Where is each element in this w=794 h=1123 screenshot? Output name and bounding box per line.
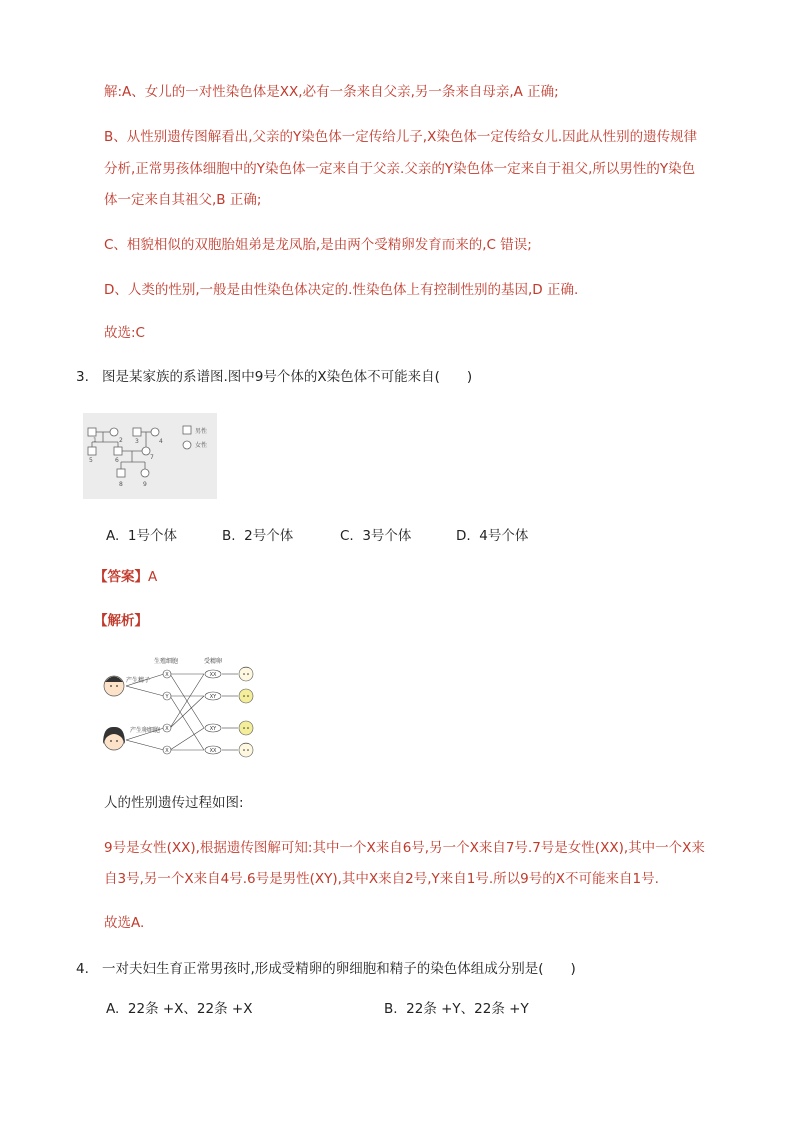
child-boy-icon (239, 689, 253, 703)
explain-c: C、相貌相似的双胞胎姐弟是龙凤胎,是由两个受精卵发育而来的,C 错误; (104, 237, 532, 253)
explain-choice: 故选:C (104, 325, 145, 341)
q3-stem: 图是某家族的系谱图.图中9号个体的X染色体不可能来自( ) (102, 369, 473, 385)
q4-number: 4. (76, 961, 89, 977)
q3-analysis-label (94, 611, 148, 631)
zygote-2: XY (209, 694, 217, 700)
option-key: A. (106, 528, 120, 544)
mother-icon (103, 727, 125, 750)
q3-explain-line1: 9号是女性(XX),根据遗传图解可知:其中一个X来自6号,另一个X来自7号.7号是女性(XX),其中一个X来 (104, 840, 705, 856)
child-girl-icon (239, 667, 253, 681)
answer-label: 【答案】 (94, 569, 148, 585)
option-text: 3号个体 (362, 528, 412, 544)
pedigree-label-4: 4 (159, 438, 163, 445)
pedigree-label-3: 3 (135, 438, 139, 445)
mother-label-line: 产生卵细胞 (130, 727, 161, 734)
option-key: A. (106, 1001, 120, 1017)
child-boy-icon (239, 721, 253, 735)
explain-d: D、人类的性别,一般是由性染色体决定的.性染色体上有控制性别的基因,D 正确. (104, 282, 579, 298)
father-label: 产生精子 (126, 677, 151, 684)
q3-option-a[interactable] (106, 526, 177, 546)
option-text: 22条 +Y、22条 +Y (406, 1001, 529, 1017)
explain-b-line2: 分析,正常男孩体细胞中的Y染色体一定来自于父亲.父亲的Y染色体一定来自于祖父,所以男性的Y染色 (104, 161, 696, 177)
answer-value: A (148, 569, 158, 585)
q3-explain-line2: 自3号,另一个X来自4号.6号是男性(XY),其中X来自2号,Y来自1号.所以9号的X不可能来自1号. (104, 871, 659, 887)
explain-a: 解:A、女儿的一对性染色体是XX,必有一条来自父亲,另一条来自母亲,A 正确; (104, 84, 559, 100)
pedigree-label-7: 7 (150, 454, 154, 461)
option-key: C. (340, 528, 354, 544)
q4-stem: 一对夫妇生育正常男孩时,形成受精卵的卵细胞和精子的染色体组成分别是( ) (102, 961, 576, 977)
option-text: 2号个体 (244, 528, 294, 544)
diagram-col-germ-cells: 生殖细胞 (154, 658, 179, 665)
pedigree-label-2: 2 (119, 437, 123, 444)
q4-option-a[interactable] (106, 999, 252, 1019)
option-text: 1号个体 (127, 528, 177, 544)
diagram-col-zygote: 受精卵 (204, 658, 223, 665)
option-text: 4号个体 (479, 528, 529, 544)
pedigree-label-1: 1 (93, 437, 97, 444)
diagram-caption: 人的性别遗传过程如图: (104, 795, 244, 811)
zygote-1: XX (209, 672, 217, 678)
option-key: B. (222, 528, 236, 544)
egg-x-1: X (165, 726, 169, 732)
q3-number: 3. (76, 369, 89, 385)
explain-b-line3: 体一定来自其祖父,B 正确; (104, 192, 262, 208)
explain-b-line1: B、从性别遗传图解看出,父亲的Y染色体一定传给儿子,X染色体一定传给女儿.因此从性别的遗传规律 (104, 129, 698, 145)
egg-x-2: X (165, 748, 169, 754)
legend-female: 女性 (195, 442, 208, 449)
pedigree-label-5: 5 (89, 457, 93, 464)
option-key: B. (384, 1001, 398, 1017)
q3-answer (94, 567, 157, 587)
legend-male: 男性 (195, 428, 208, 435)
q3-option-b[interactable] (222, 526, 293, 546)
pedigree-label-8: 8 (119, 481, 123, 488)
zygote-4: XX (209, 748, 217, 754)
option-key: D. (456, 528, 471, 544)
sperm-x: X (165, 672, 169, 678)
sex-inheritance-diagram (100, 654, 260, 772)
pedigree-label-6: 6 (115, 457, 119, 464)
q4-option-b[interactable] (384, 999, 529, 1019)
sperm-y: Y (165, 694, 169, 700)
option-text: 22条 +X、22条 +X (127, 1001, 253, 1017)
child-girl-icon (239, 743, 253, 757)
q3-option-d[interactable] (456, 526, 528, 546)
q3-option-c[interactable] (340, 526, 411, 546)
father-icon (104, 676, 124, 696)
q3-choice: 故选A. (104, 915, 145, 931)
analysis-label: 【解析】 (94, 613, 148, 629)
pedigree-label-9: 9 (143, 481, 147, 488)
pedigree-figure (83, 413, 217, 499)
zygote-3: XY (209, 726, 217, 732)
